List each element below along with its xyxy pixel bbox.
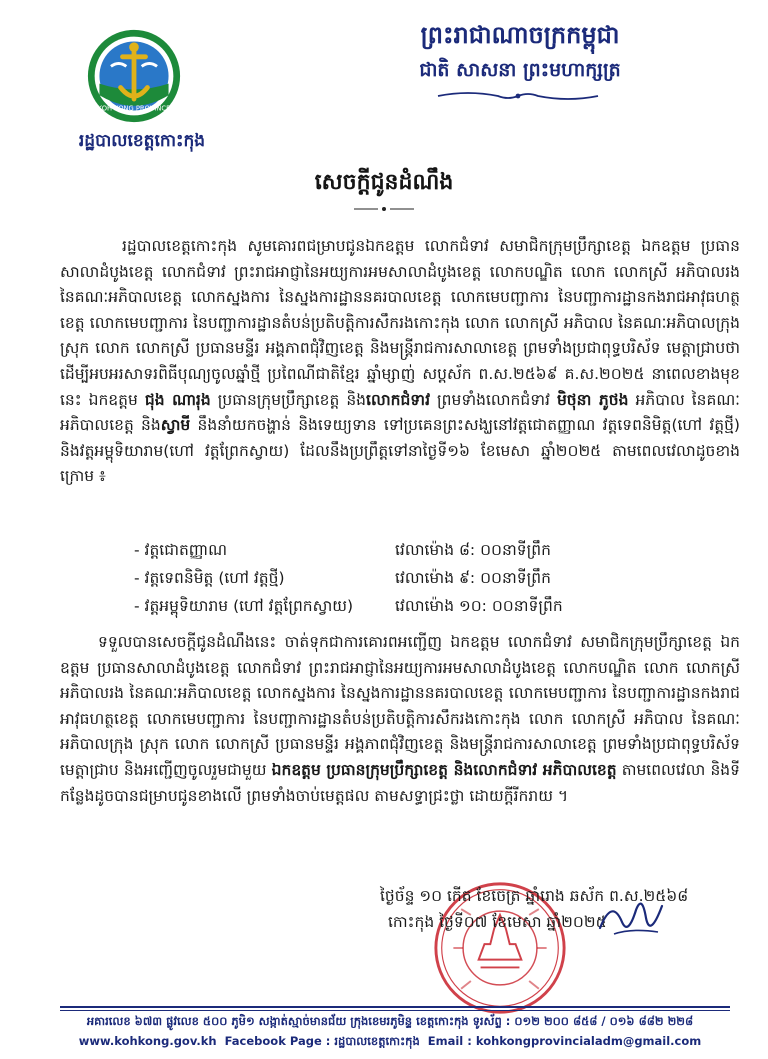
schedule-row — [0, 596, 768, 622]
governor-name: មិថុនា ភូថង — [556, 390, 629, 409]
schedule-time: វេលាម៉ោង ១០: ០០នាទីព្រឹក — [395, 597, 563, 615]
schedule-row — [0, 568, 768, 594]
kingdom-heading: ព្រះរាជាណាចក្រកម្ពុជា — [420, 20, 620, 49]
pagoda-name: - វត្តអម្ពុទិយារាម (ហៅ វត្តព្រែកស្វាយ) — [134, 597, 354, 615]
lunar-date-line: ថ្ងៃច័ន្ទ ១០ កើត ខែចេត្រ ឆ្នាំរោង ឆស័ក ព.ស.២៥៦៨ — [380, 887, 689, 905]
email-link[interactable]: kohkongprovincialadm@gmail.com — [475, 1034, 702, 1048]
tacteng-ornament — [428, 90, 608, 102]
paragraph-1-text-b: ប្រធានក្រុមប្រឹក្សាខេត្ត និង — [217, 390, 367, 409]
paragraph-1-text-a: រដ្ឋបាលខេត្តកោះកុង សូមគោរពជម្រាបជូនឯកឧត្តម លោកជំទាវ សមាជិកក្រុមប្រឹក្សាខេត្ត ឯកឧត្តម ប្រធានសាលាដំបូងខេត្ត លោកជំទាវ ព្រះរាជអាជ្ញានៃអយ្យការអមសាលាដំបូងខេត្ត លោកបណ្ឌិត លោក លោកស្រី អភិបាលរង នៃគណៈអភិបាលខេត្ត លោកស្នងការ នៃស្នងការដ្ឋាននគរបាលខេត្ត លោកមេបញ្ជាការ នៃបញ្ជាការដ្ឋានកងរាជអាវុធហត្ថខេត្ត លោកមេបញ្ជាការ នៃបញ្ជាការដ្ឋានតំបន់ប្រតិបត្តិការសឹករងកោះកុង លោក លោកស្រី អភិបាល នៃគណៈអភិបាលក្រុង ស្រុក លោក លោកស្រី ប្រធានមន្ទីរ អង្គភាពជុំវិញខេត្ត និងមន្ត្រីរាជការសាលាខេត្ត ព្រមទាំងប្រជាពុទ្ធបរិស័ទ មេត្តាជ្រាបថា ដើម្បីអបអរសាទរពិធីបុណ្យចូលឆ្នាំថ្មី ប្រពៃណីជាតិខ្មែរ ឆ្នាំម្សាញ់ សប្តស័ក ព.ស.២៥៦៩ គ.ស.២០២៥ នាពេលខាងមុខនេះ ឯកឧត្តម — [60, 237, 740, 409]
president-name: ជុង ណារុង — [144, 390, 211, 409]
logo-caption: KOH KONG PROVINCE — [97, 104, 171, 113]
pagoda-name: - វត្តជោតញ្ញាណ — [134, 541, 228, 559]
schedule-time: វេលាម៉ោង ៩: ០០នាទីព្រឹក — [395, 569, 551, 587]
paragraph-1-text-d: អភិបាល នៃគណៈអភិបាលខេត្ត និង — [60, 390, 741, 435]
notice-paragraph-1 — [60, 234, 740, 490]
paragraph-1-text-e: នឹងនាំយកចង្ហាន់ និងទេយ្យទាន ទៅប្រគេនព្រះសង្ឃនៅវត្តជោតញ្ញាណ វត្តទេពនិមិត្ត(ហៅ វត្តថ្មី) និងវត្តអម្ពុទិយារាម(ហៅ វត្តព្រែកស្វាយ) ដែលនឹងប្រព្រឹត្តទៅនាថ្ងៃទី១៦ ខែមេសា ឆ្នាំ២០២៥ តាមពេលវេលាដូចខាងក្រោម ៖ — [60, 416, 740, 486]
paragraph-2-text-b: តាមពេលវេលា និងទីកន្លែងដូចបានជម្រាបជូនខាងលើ ព្រមទាំងចាប់មេត្តផល តាមសទ្ធាជ្រះថ្លា ដោយក្តីរីករាយ ។ — [60, 760, 740, 805]
paragraph-2-text-a: ទទួលបានសេចក្តីជូនដំណឹងនេះ ចាត់ទុកជាការគោរពអញ្ជើញ ឯកឧត្តម លោកជំទាវ សមាជិកក្រុមប្រឹក្សាខេត្ត ឯកឧត្តម ប្រធានសាលាដំបូងខេត្ត លោកជំទាវ ព្រះរាជអាជ្ញានៃអយ្យការអមសាលាដំបូងខេត្ត លោកបណ្ឌិត លោក លោកស្រី អភិបាលរង នៃគណៈអភិបាលខេត្ត លោកស្នងការ នៃស្នងការដ្ឋាននគរបាលខេត្ត លោកមេបញ្ជាការ នៃបញ្ជាការដ្ឋានកងរាជអាវុធហត្ថខេត្ត លោកមេបញ្ជាការ នៃបញ្ជាការដ្ឋានតំបន់ប្រតិបត្តិការសឹករងកោះកុង លោក លោកស្រី អភិបាល នៃគណៈអភិបាលក្រុង ស្រុក លោក លោកស្រី ប្រធានមន្ទីរ អង្គភាពជុំវិញខេត្ត និងមន្ត្រីរាជការសាលាខេត្ត ព្រមទាំងប្រជាពុទ្ធបរិស័ទ មេត្តាជ្រាប និងអញ្ជើញចូលរួមជាមួយ — [60, 633, 740, 779]
provincial-emblem-logo — [86, 28, 182, 124]
handwritten-signature — [592, 888, 672, 948]
organization-name: រដ្ឋបាលខេត្តកោះកុង — [78, 131, 206, 151]
schedule-time: វេលាម៉ោង ៨: ០០នាទីព្រឹក — [395, 541, 551, 559]
facebook-page-link[interactable]: រដ្ឋបាលខេត្តកោះកុង — [334, 1034, 420, 1048]
document-title: សេចក្តីជូនដំណឹង — [314, 170, 454, 195]
website-link[interactable]: www.kohkong.gov.kh — [78, 1034, 217, 1048]
paragraph-2-bold: ឯកឧត្តម ប្រធានក្រុមប្រឹក្សាខេត្ត និងលោកជំទាវ អភិបាលខេត្ត — [271, 760, 617, 779]
spouse-title: លោកជំទាវ — [366, 390, 430, 409]
pagoda-name: - វត្តទេពនិមិត្ត (ហៅ វត្តថ្មី) — [134, 569, 285, 587]
facebook-label: Facebook Page : — [224, 1034, 331, 1048]
place-date-line: កោះកុង ថ្ងៃទី០៧ ខែមេសា ឆ្នាំ២០២៥ — [388, 913, 607, 931]
footer-divider — [60, 1006, 730, 1008]
footer-divider-thin — [60, 1010, 730, 1011]
email-label: Email : — [427, 1034, 472, 1048]
footer-contacts — [60, 1034, 720, 1051]
national-motto: ជាតិ សាសនា ព្រះមហាក្សត្រ — [419, 59, 621, 81]
schedule-row — [0, 540, 768, 566]
notice-paragraph-2 — [60, 630, 740, 809]
paragraph-1-text-c: ព្រមទាំងលោកជំទាវ — [437, 390, 550, 409]
husband-title: ស្វាមី — [160, 416, 191, 435]
footer-address: អគារលេខ ៦៧៣ ផ្លូវលេខ ៥០០ ភូមិ១ សង្កាត់ស្មាច់មានជ័យ ក្រុងខេមរភូមិន្ទ ខេត្តកោះកុង ទូរស័ព្ទ : ០១២ ២០០ ៨៥៨ / ០១៦ ៨៨២ ២២៨ — [86, 1014, 694, 1028]
title-ornament — [354, 206, 414, 212]
